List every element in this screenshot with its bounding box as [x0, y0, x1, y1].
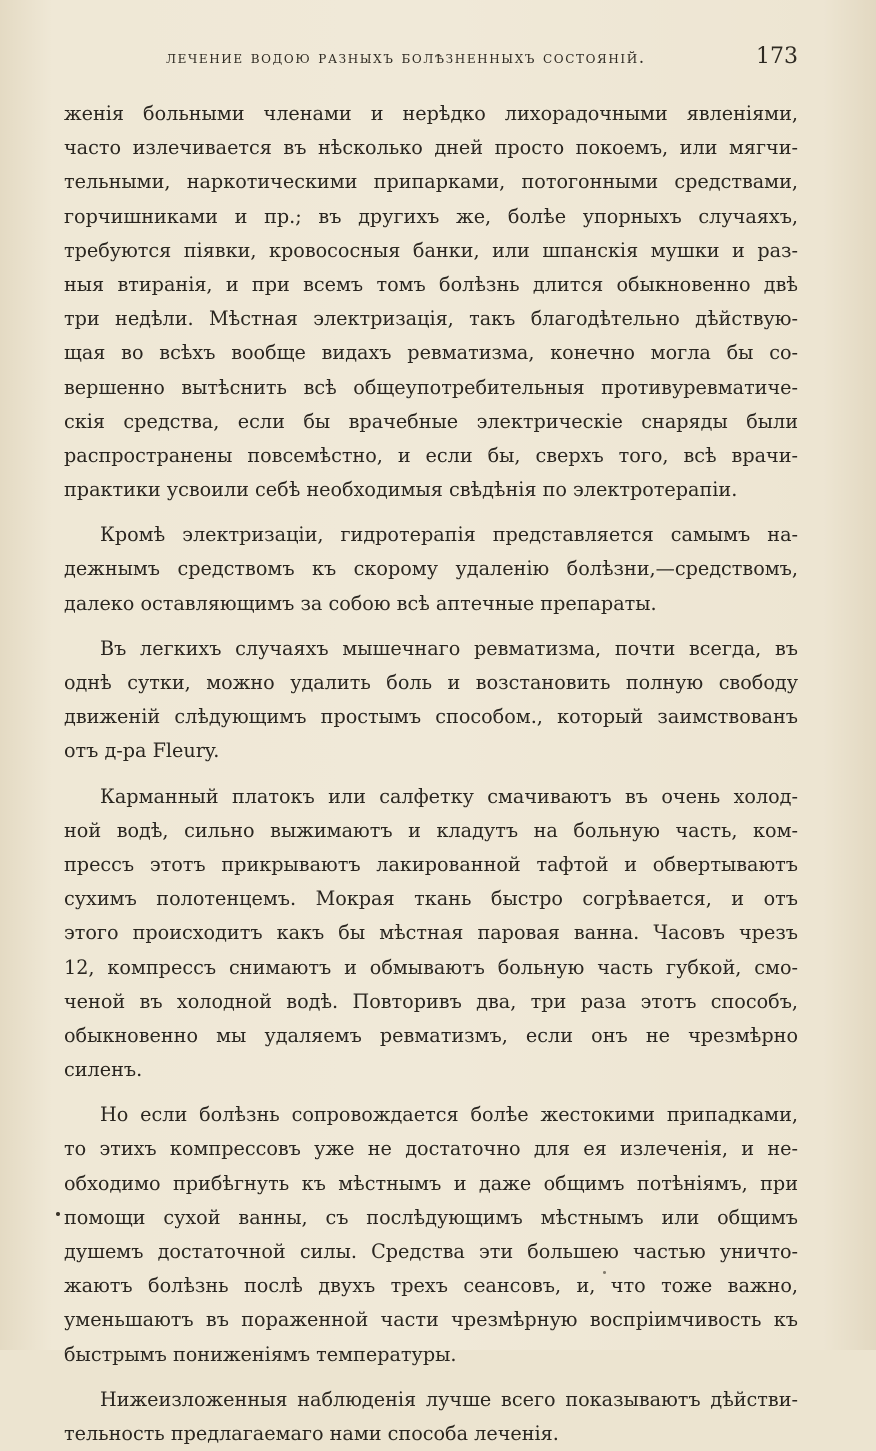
- text-line: однѣ сутки, можно удалить боль и возстановить полную свободу: [64, 671, 798, 694]
- page-header: [120, 44, 800, 74]
- text-line: 12, компрессъ снимаютъ и обмываютъ больную часть губкой, смо-: [64, 955, 798, 979]
- body-text: [64, 97, 798, 1451]
- paragraph: [64, 632, 798, 769]
- text-line: обходимо прибѣгнуть къ мѣстнымъ и даже общимъ потѣніямъ, при: [64, 1171, 798, 1195]
- text-line: отъ д-ра Fleury.: [64, 739, 220, 763]
- text-line: щая во всѣхъ вообще видахъ ревматизма, конечно могла бы со-: [64, 341, 798, 365]
- text-line: Кромѣ электризаціи, гидротерапія представляется самымъ на-: [100, 523, 798, 547]
- text-line: прессъ этотъ прикрываютъ лакированной тафтой и обвертываютъ: [64, 852, 798, 876]
- text-line: ныя втиранія, и при всемъ томъ болѣзнь длится обыкновенно двѣ: [64, 272, 798, 296]
- text-line: душемъ достаточной силы. Средства эти большею частью уничто-: [64, 1240, 798, 1263]
- text-line: дежнымъ средствомъ къ скорому удаленію болѣзни,—средствомъ,: [64, 557, 798, 581]
- text-line: Но если болѣзнь сопровождается болѣе жестокими припадками,: [100, 1103, 798, 1127]
- text-line: вершенно вытѣснить всѣ общеупотребительныя противуревматиче-: [64, 375, 798, 399]
- text-line: Въ легкихъ случаяхъ мышечнаго ревматизма, почти всегда, въ: [100, 636, 798, 660]
- text-line: тельными, наркотическими припарками, потогонными средствами,: [64, 170, 798, 194]
- text-line: тельность предлагаемаго нами способа леченія.: [64, 1421, 559, 1445]
- text-line: горчишниками и пр.; въ другихъ же, болѣе упорныхъ случаяхъ,: [64, 204, 798, 228]
- text-line: движеній слѣдующимъ простымъ способом., который заимствованъ: [64, 705, 798, 729]
- ink-speck: [56, 1212, 60, 1216]
- text-line: ной водѣ, сильно выжимаютъ и кладутъ на больную часть, ком-: [64, 818, 798, 842]
- ink-speck: [603, 1271, 606, 1274]
- text-line: ченой въ холодной водѣ. Повторивъ два, три раза этотъ способъ,: [64, 989, 798, 1013]
- page-number: 173: [756, 44, 798, 69]
- text-line: Карманный платокъ или салфетку смачиваютъ въ очень холод-: [100, 784, 798, 808]
- text-line: скія средства, если бы врачебные электрическіе снаряды были: [64, 409, 798, 433]
- running-title: лечение водою разныхъ болѣзненныхъ состояній.: [166, 48, 646, 68]
- text-line: три недѣли. Мѣстная электризація, такъ благодѣтельно дѣйствую-: [64, 307, 798, 331]
- text-line: обыкновенно мы удаляемъ ревматизмъ, если онъ не чрезмѣрно: [64, 1023, 798, 1047]
- text-line: сухимъ полотенцемъ. Мокрая ткань быстро согрѣвается, и отъ: [64, 887, 798, 911]
- paragraph: [64, 1383, 798, 1451]
- text-line: Нижеизложенныя наблюденія лучше всего показываютъ дѣйстви-: [100, 1387, 798, 1411]
- text-line: практики усвоили себѣ необходимыя свѣдѣнія по электротерапіи.: [64, 478, 738, 502]
- paragraph: [64, 1098, 798, 1372]
- text-line: далеко оставляющимъ за собою всѣ аптечные препараты.: [64, 591, 657, 615]
- text-line: жаютъ болѣзнь послѣ двухъ трехъ сеансовъ, и, что тоже важно,: [64, 1274, 798, 1298]
- text-line: часто излечивается въ нѣсколько дней просто покоемъ, или мягчи-: [64, 136, 798, 160]
- text-line: быстрымъ пониженіямъ температуры.: [64, 1342, 457, 1366]
- paragraph: [64, 518, 798, 621]
- text-line: этого происходитъ какъ бы мѣстная паровая ванна. Часовъ чрезъ: [64, 921, 798, 945]
- text-line: уменьшаютъ въ пораженной части чрезмѣрную воспріимчивость къ: [64, 1308, 798, 1332]
- text-line: силенъ.: [64, 1058, 143, 1082]
- text-line: требуются піявки, кровососныя банки, или шпанскія мушки и раз-: [64, 238, 798, 262]
- text-line: помощи сухой ванны, съ послѣдующимъ мѣстнымъ или общимъ: [64, 1205, 798, 1229]
- paragraph: [64, 97, 798, 507]
- text-line: распространены повсемѣстно, и если бы, сверхъ того, всѣ врачи-: [64, 443, 798, 467]
- text-line: то этихъ компрессовъ уже не достаточно для ея излеченія, и не-: [64, 1137, 798, 1161]
- paragraph: [64, 780, 798, 1088]
- text-line: женія больными членами и нерѣдко лихорадочными явленіями,: [64, 102, 798, 125]
